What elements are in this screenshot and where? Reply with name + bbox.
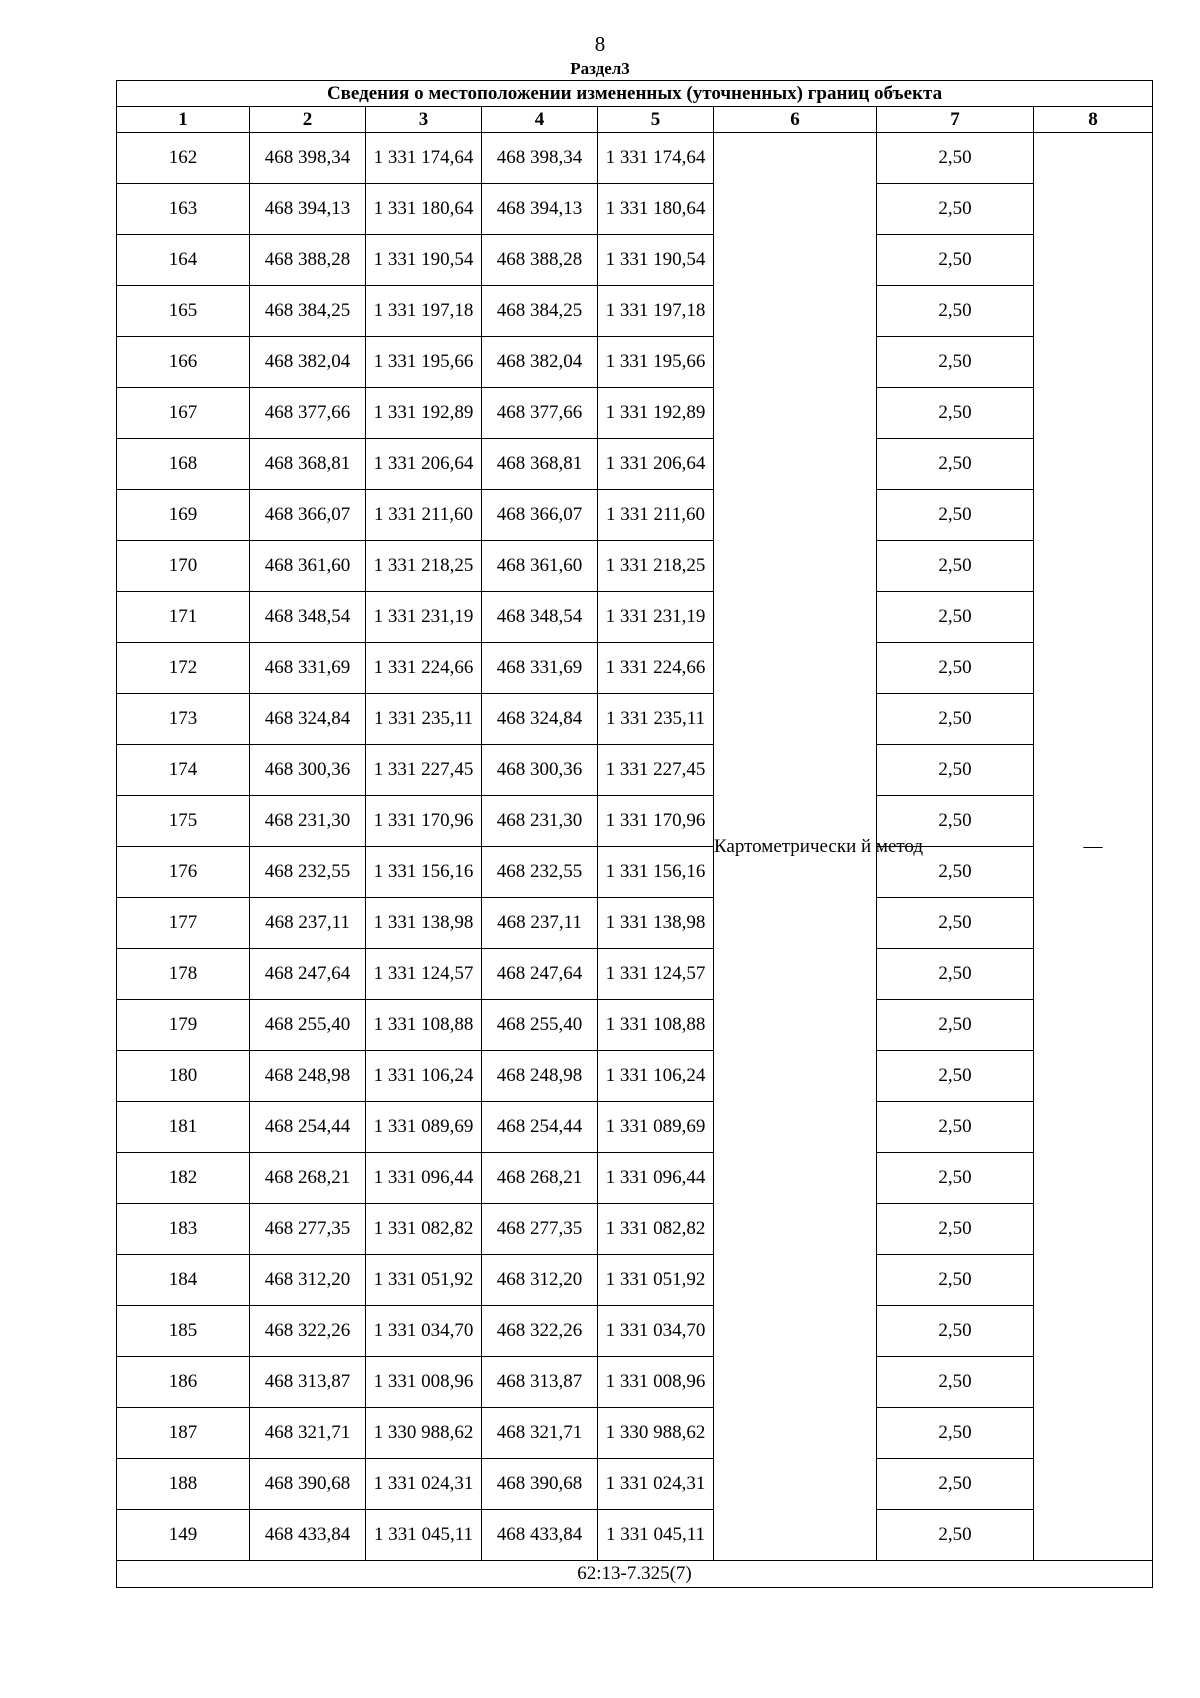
table-row: [117, 1051, 1153, 1102]
y-coordinate-refined: 1 331 190,54: [598, 235, 714, 286]
y-coordinate: 1 331 024,31: [366, 1459, 482, 1510]
x-coordinate: 468 322,26: [250, 1306, 366, 1357]
y-coordinate: 1 331 180,64: [366, 184, 482, 235]
y-coordinate: 1 331 192,89: [366, 388, 482, 439]
table-row: [117, 1000, 1153, 1051]
page-number: 8: [594, 32, 606, 56]
y-coordinate-refined: 1 331 045,11: [598, 1510, 714, 1561]
x-coordinate: 468 237,11: [250, 898, 366, 949]
y-coordinate: 1 331 235,11: [366, 694, 482, 745]
x-coordinate: 468 348,54: [250, 592, 366, 643]
x-coordinate: 468 313,87: [250, 1357, 366, 1408]
y-coordinate-refined: 1 331 231,19: [598, 592, 714, 643]
y-coordinate-refined: 1 331 096,44: [598, 1153, 714, 1204]
accuracy-value: 2,50: [877, 133, 1034, 184]
x-coordinate: 468 398,34: [250, 133, 366, 184]
table-row: [117, 1306, 1153, 1357]
point-number: 173: [117, 694, 250, 745]
y-coordinate: 1 331 034,70: [366, 1306, 482, 1357]
point-number: 164: [117, 235, 250, 286]
accuracy-value: 2,50: [877, 1051, 1034, 1102]
y-coordinate-refined: 1 331 008,96: [598, 1357, 714, 1408]
x-coordinate-refined: 468 366,07: [482, 490, 598, 541]
point-number: 166: [117, 337, 250, 388]
x-coordinate-refined: 468 377,66: [482, 388, 598, 439]
accuracy-value: 2,50: [877, 592, 1034, 643]
point-number: 179: [117, 1000, 250, 1051]
column-header: 6: [714, 107, 877, 133]
y-coordinate-refined: 1 331 174,64: [598, 133, 714, 184]
point-number: 165: [117, 286, 250, 337]
y-coordinate: 1 331 106,24: [366, 1051, 482, 1102]
y-coordinate: 1 331 174,64: [366, 133, 482, 184]
y-coordinate-refined: 1 331 106,24: [598, 1051, 714, 1102]
y-coordinate-refined: 1 331 082,82: [598, 1204, 714, 1255]
x-coordinate-refined: 468 300,36: [482, 745, 598, 796]
x-coordinate: 468 268,21: [250, 1153, 366, 1204]
column-header: 7: [877, 107, 1034, 133]
column-header: 2: [250, 107, 366, 133]
column-header-row: [117, 107, 1153, 133]
table-row: [117, 694, 1153, 745]
x-coordinate: 468 312,20: [250, 1255, 366, 1306]
point-number: 170: [117, 541, 250, 592]
x-coordinate: 468 361,60: [250, 541, 366, 592]
accuracy-value: 2,50: [877, 745, 1034, 796]
y-coordinate: 1 331 197,18: [366, 286, 482, 337]
x-coordinate-refined: 468 348,54: [482, 592, 598, 643]
y-coordinate: 1 331 190,54: [366, 235, 482, 286]
x-coordinate-refined: 468 398,34: [482, 133, 598, 184]
y-coordinate: 1 331 138,98: [366, 898, 482, 949]
y-coordinate: 1 331 170,96: [366, 796, 482, 847]
table-title: Сведения о местоположении измененных (уточненных) границ объекта: [117, 81, 1153, 107]
accuracy-value: 2,50: [877, 337, 1034, 388]
y-coordinate-refined: 1 331 124,57: [598, 949, 714, 1000]
x-coordinate: 468 331,69: [250, 643, 366, 694]
y-coordinate-refined: 1 331 211,60: [598, 490, 714, 541]
accuracy-value: 2,50: [877, 1153, 1034, 1204]
point-number: 163: [117, 184, 250, 235]
point-number: 162: [117, 133, 250, 184]
y-coordinate: 1 331 156,16: [366, 847, 482, 898]
table-title-row: [117, 81, 1153, 107]
table-row: [117, 847, 1153, 898]
x-coordinate: 468 232,55: [250, 847, 366, 898]
x-coordinate-refined: 468 313,87: [482, 1357, 598, 1408]
column-header: 5: [598, 107, 714, 133]
table-row: [117, 1204, 1153, 1255]
column-header: 1: [117, 107, 250, 133]
accuracy-value: 2,50: [877, 796, 1034, 847]
y-coordinate-refined: 1 331 089,69: [598, 1102, 714, 1153]
y-coordinate: 1 331 008,96: [366, 1357, 482, 1408]
y-coordinate-refined: 1 331 197,18: [598, 286, 714, 337]
accuracy-value: 2,50: [877, 235, 1034, 286]
point-number: 174: [117, 745, 250, 796]
y-coordinate-refined: 1 331 195,66: [598, 337, 714, 388]
column-header: 8: [1034, 107, 1153, 133]
x-coordinate: 468 300,36: [250, 745, 366, 796]
accuracy-value: 2,50: [877, 1459, 1034, 1510]
table-footer-row: [117, 1561, 1153, 1588]
x-coordinate: 468 384,25: [250, 286, 366, 337]
point-number: 175: [117, 796, 250, 847]
accuracy-value: 2,50: [877, 898, 1034, 949]
x-coordinate: 468 382,04: [250, 337, 366, 388]
y-coordinate: 1 331 231,19: [366, 592, 482, 643]
y-coordinate: 1 331 051,92: [366, 1255, 482, 1306]
x-coordinate-refined: 468 390,68: [482, 1459, 598, 1510]
x-coordinate: 468 321,71: [250, 1408, 366, 1459]
accuracy-value: 2,50: [877, 643, 1034, 694]
x-coordinate: 468 231,30: [250, 796, 366, 847]
accuracy-value: 2,50: [877, 388, 1034, 439]
table-row: [117, 1357, 1153, 1408]
accuracy-value: 2,50: [877, 1306, 1034, 1357]
accuracy-value: 2,50: [877, 286, 1034, 337]
table-row: [117, 796, 1153, 847]
x-coordinate-refined: 468 268,21: [482, 1153, 598, 1204]
y-coordinate: 1 331 195,66: [366, 337, 482, 388]
y-coordinate-refined: 1 331 180,64: [598, 184, 714, 235]
point-number: 171: [117, 592, 250, 643]
x-coordinate: 468 388,28: [250, 235, 366, 286]
y-coordinate-refined: 1 331 206,64: [598, 439, 714, 490]
x-coordinate-refined: 468 232,55: [482, 847, 598, 898]
point-number: 187: [117, 1408, 250, 1459]
point-number: 185: [117, 1306, 250, 1357]
table-row: [117, 898, 1153, 949]
y-coordinate: 1 331 096,44: [366, 1153, 482, 1204]
y-coordinate-refined: 1 331 156,16: [598, 847, 714, 898]
table-body: [117, 81, 1153, 1588]
y-coordinate: 1 331 206,64: [366, 439, 482, 490]
table-row: [117, 1408, 1153, 1459]
accuracy-value: 2,50: [877, 1000, 1034, 1051]
y-coordinate-refined: 1 331 224,66: [598, 643, 714, 694]
table-row: [117, 388, 1153, 439]
accuracy-value: 2,50: [877, 541, 1034, 592]
x-coordinate: 468 254,44: [250, 1102, 366, 1153]
x-coordinate-refined: 468 324,84: [482, 694, 598, 745]
accuracy-value: 2,50: [877, 1357, 1034, 1408]
y-coordinate-refined: 1 331 138,98: [598, 898, 714, 949]
y-coordinate-refined: 1 330 988,62: [598, 1408, 714, 1459]
x-coordinate-refined: 468 368,81: [482, 439, 598, 490]
accuracy-value: 2,50: [877, 1510, 1034, 1561]
table-row: [117, 1510, 1153, 1561]
accuracy-value: 2,50: [877, 439, 1034, 490]
y-coordinate-refined: 1 331 034,70: [598, 1306, 714, 1357]
point-number: 172: [117, 643, 250, 694]
x-coordinate: 468 390,68: [250, 1459, 366, 1510]
point-number: 180: [117, 1051, 250, 1102]
column-header: 4: [482, 107, 598, 133]
point-number: 182: [117, 1153, 250, 1204]
accuracy-value: 2,50: [877, 1204, 1034, 1255]
accuracy-value: 2,50: [877, 1102, 1034, 1153]
x-coordinate-refined: 468 322,26: [482, 1306, 598, 1357]
y-coordinate: 1 331 211,60: [366, 490, 482, 541]
x-coordinate: 468 248,98: [250, 1051, 366, 1102]
x-coordinate-refined: 468 433,84: [482, 1510, 598, 1561]
y-coordinate-refined: 1 331 108,88: [598, 1000, 714, 1051]
y-coordinate-refined: 1 331 227,45: [598, 745, 714, 796]
x-coordinate-refined: 468 254,44: [482, 1102, 598, 1153]
point-number: 176: [117, 847, 250, 898]
x-coordinate-refined: 468 277,35: [482, 1204, 598, 1255]
table-row: [117, 184, 1153, 235]
x-coordinate-refined: 468 388,28: [482, 235, 598, 286]
y-coordinate: 1 331 224,66: [366, 643, 482, 694]
table-row: [117, 286, 1153, 337]
accuracy-value: 2,50: [877, 1408, 1034, 1459]
y-coordinate: 1 331 108,88: [366, 1000, 482, 1051]
x-coordinate: 468 324,84: [250, 694, 366, 745]
table-row: [117, 1255, 1153, 1306]
y-coordinate: 1 330 988,62: [366, 1408, 482, 1459]
table-row: [117, 643, 1153, 694]
y-coordinate: 1 331 227,45: [366, 745, 482, 796]
table-row: [117, 133, 1153, 184]
method-cell: Картометрически й метод: [714, 133, 877, 1561]
y-coordinate-refined: 1 331 024,31: [598, 1459, 714, 1510]
point-number: 167: [117, 388, 250, 439]
cadastral-number: 62:13-7.325(7): [117, 1561, 1153, 1588]
table-row: [117, 541, 1153, 592]
accuracy-value: 2,50: [877, 694, 1034, 745]
y-coordinate: 1 331 082,82: [366, 1204, 482, 1255]
column-8-cell: —: [1034, 133, 1153, 1561]
x-coordinate-refined: 468 361,60: [482, 541, 598, 592]
table-row: [117, 1153, 1153, 1204]
x-coordinate: 468 433,84: [250, 1510, 366, 1561]
x-coordinate-refined: 468 231,30: [482, 796, 598, 847]
table-row: [117, 949, 1153, 1000]
accuracy-value: 2,50: [877, 949, 1034, 1000]
x-coordinate-refined: 468 321,71: [482, 1408, 598, 1459]
x-coordinate-refined: 468 248,98: [482, 1051, 598, 1102]
point-number: 181: [117, 1102, 250, 1153]
accuracy-value: 2,50: [877, 490, 1034, 541]
point-number: 169: [117, 490, 250, 541]
x-coordinate-refined: 468 382,04: [482, 337, 598, 388]
y-coordinate: 1 331 124,57: [366, 949, 482, 1000]
table-row: [117, 745, 1153, 796]
accuracy-value: 2,50: [877, 184, 1034, 235]
table-row: [117, 1102, 1153, 1153]
y-coordinate-refined: 1 331 192,89: [598, 388, 714, 439]
point-number: 149: [117, 1510, 250, 1561]
table-row: [117, 592, 1153, 643]
column-header: 3: [366, 107, 482, 133]
x-coordinate-refined: 468 247,64: [482, 949, 598, 1000]
table-row: [117, 490, 1153, 541]
x-coordinate-refined: 468 237,11: [482, 898, 598, 949]
x-coordinate: 468 377,66: [250, 388, 366, 439]
x-coordinate-refined: 468 384,25: [482, 286, 598, 337]
point-number: 177: [117, 898, 250, 949]
point-number: 186: [117, 1357, 250, 1408]
y-coordinate: 1 331 045,11: [366, 1510, 482, 1561]
y-coordinate: 1 331 218,25: [366, 541, 482, 592]
x-coordinate: 468 366,07: [250, 490, 366, 541]
x-coordinate: 468 247,64: [250, 949, 366, 1000]
x-coordinate: 468 394,13: [250, 184, 366, 235]
x-coordinate-refined: 468 394,13: [482, 184, 598, 235]
accuracy-value: 2,50: [877, 1255, 1034, 1306]
y-coordinate-refined: 1 331 051,92: [598, 1255, 714, 1306]
point-number: 183: [117, 1204, 250, 1255]
point-number: 168: [117, 439, 250, 490]
table-row: [117, 337, 1153, 388]
y-coordinate-refined: 1 331 170,96: [598, 796, 714, 847]
boundary-table: [116, 80, 1153, 1588]
y-coordinate-refined: 1 331 218,25: [598, 541, 714, 592]
x-coordinate: 468 277,35: [250, 1204, 366, 1255]
x-coordinate-refined: 468 331,69: [482, 643, 598, 694]
x-coordinate-refined: 468 312,20: [482, 1255, 598, 1306]
x-coordinate: 468 255,40: [250, 1000, 366, 1051]
y-coordinate-refined: 1 331 235,11: [598, 694, 714, 745]
point-number: 188: [117, 1459, 250, 1510]
point-number: 178: [117, 949, 250, 1000]
point-number: 184: [117, 1255, 250, 1306]
section-title: Раздел3: [570, 59, 630, 78]
x-coordinate-refined: 468 255,40: [482, 1000, 598, 1051]
accuracy-value: 2,50: [877, 847, 1034, 898]
x-coordinate: 468 368,81: [250, 439, 366, 490]
table-row: [117, 1459, 1153, 1510]
y-coordinate: 1 331 089,69: [366, 1102, 482, 1153]
table-row: [117, 235, 1153, 286]
table-row: [117, 439, 1153, 490]
